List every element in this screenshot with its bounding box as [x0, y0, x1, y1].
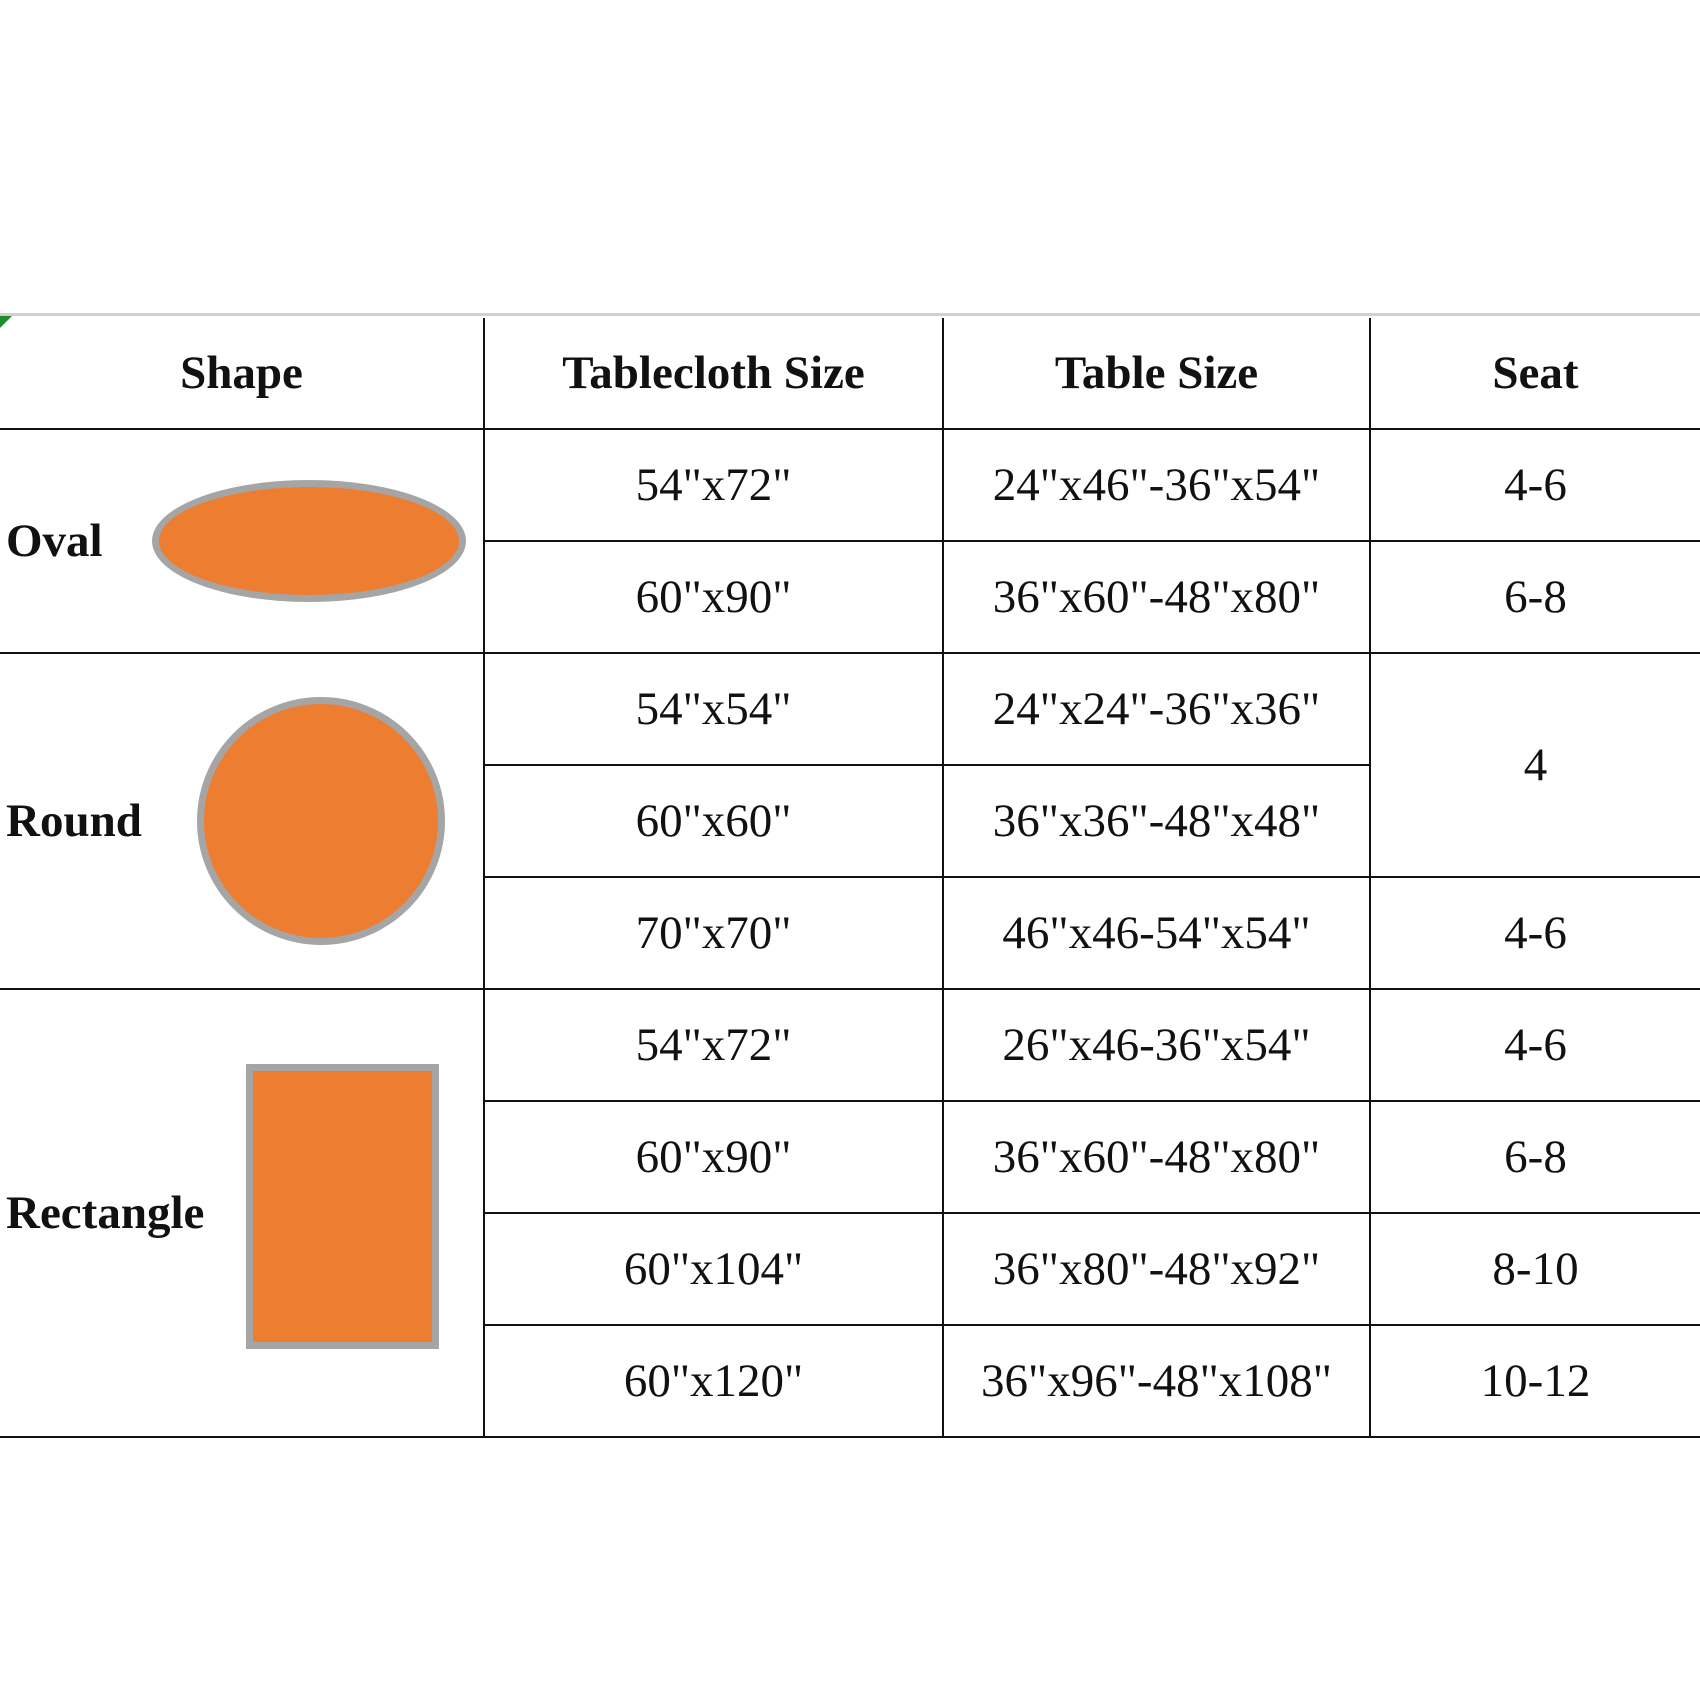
- table-size-cell: 24"x46"-36"x54": [943, 429, 1370, 541]
- table-row: [0, 989, 1700, 1101]
- orange-rectangle-icon: [246, 1064, 439, 1349]
- shape-cell-oval: [0, 429, 484, 653]
- orange-oval-icon: [152, 480, 466, 602]
- table-size-cell: 36"x96"-48"x108": [943, 1325, 1370, 1437]
- shape-cell-round: [0, 653, 484, 989]
- table-size-cell: 24"x24"-36"x36": [943, 653, 1370, 765]
- seat-cell: 4-6: [1370, 877, 1700, 989]
- seat-cell: 8-10: [1370, 1213, 1700, 1325]
- header-table-size: Table Size: [943, 318, 1370, 429]
- tablecloth-size-cell: 60"x120": [484, 1325, 943, 1437]
- tablecloth-size-cell: 60"x60": [484, 765, 943, 877]
- tablecloth-size-cell: 54"x72": [484, 429, 943, 541]
- table-size-cell: 36"x60"-48"x80": [943, 1101, 1370, 1213]
- table-row: [0, 429, 1700, 541]
- tablecloth-size-cell: 60"x104": [484, 1213, 943, 1325]
- shape-cell-rectangle: [0, 989, 484, 1437]
- tablecloth-size-cell: 54"x54": [484, 653, 943, 765]
- tablecloth-size-cell: 60"x90": [484, 1101, 943, 1213]
- tablecloth-size-table: [0, 318, 1700, 1438]
- seat-cell: 10-12: [1370, 1325, 1700, 1437]
- table-row: [0, 653, 1700, 765]
- table-size-cell: 36"x36"-48"x48": [943, 765, 1370, 877]
- shape-label-rectangle: Rectangle: [6, 1187, 205, 1239]
- header-seat: Seat: [1370, 318, 1700, 429]
- seat-cell-merged: 4: [1370, 653, 1700, 877]
- seat-cell: 4-6: [1370, 989, 1700, 1101]
- tablecloth-size-cell: 70"x70": [484, 877, 943, 989]
- seat-cell: 6-8: [1370, 1101, 1700, 1213]
- header-shape: Shape: [0, 318, 484, 429]
- seat-cell: 6-8: [1370, 541, 1700, 653]
- table-size-cell: 36"x60"-48"x80": [943, 541, 1370, 653]
- sheet-top-border: [0, 313, 1700, 316]
- header-row: [0, 318, 1700, 429]
- shape-label-round: Round: [6, 795, 142, 847]
- seat-cell: 4-6: [1370, 429, 1700, 541]
- tablecloth-size-cell: 60"x90": [484, 541, 943, 653]
- header-tablecloth-size: Tablecloth Size: [484, 318, 943, 429]
- shape-label-oval: Oval: [6, 515, 103, 567]
- table-size-cell: 26"x46-36"x54": [943, 989, 1370, 1101]
- table-size-cell: 46"x46-54"x54": [943, 877, 1370, 989]
- orange-circle-icon: [197, 697, 445, 945]
- table-size-cell: 36"x80"-48"x92": [943, 1213, 1370, 1325]
- tablecloth-size-cell: 54"x72": [484, 989, 943, 1101]
